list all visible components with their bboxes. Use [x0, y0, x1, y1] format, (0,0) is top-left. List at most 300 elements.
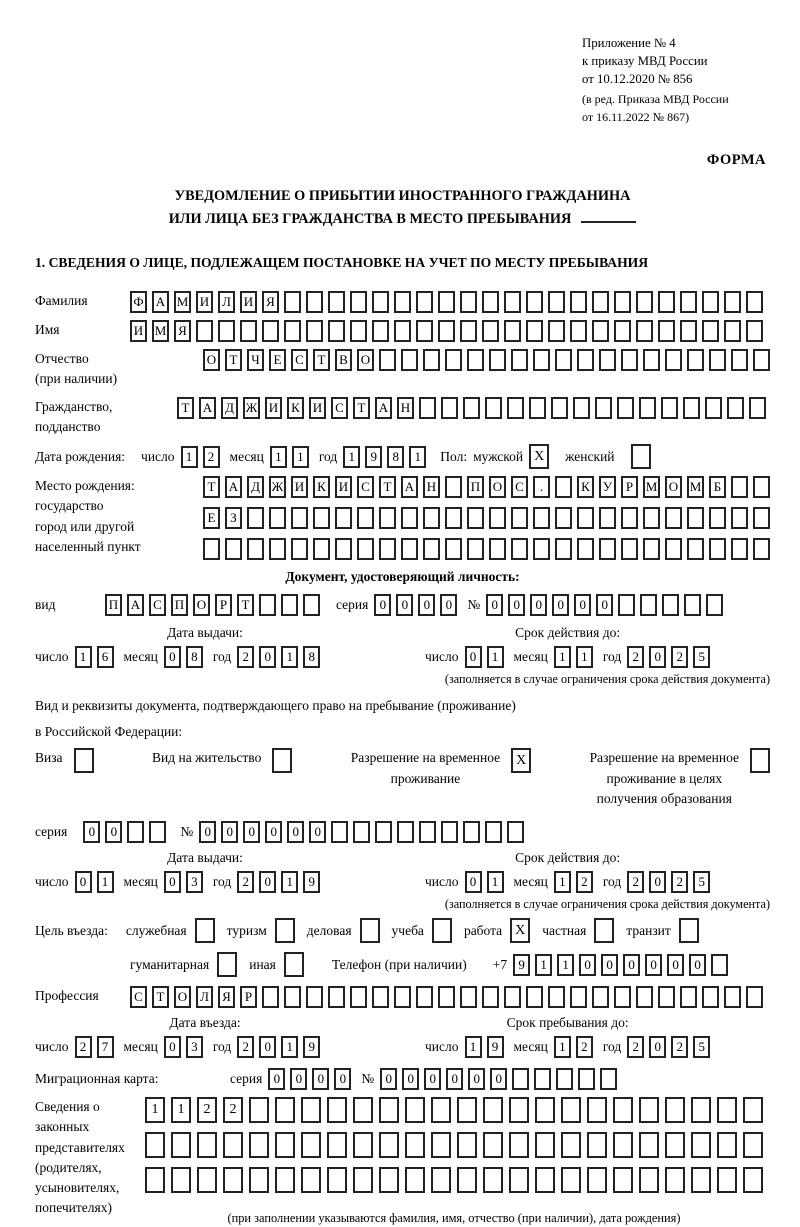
char-cell[interactable]: 5	[693, 646, 710, 668]
char-cell[interactable]	[483, 1132, 503, 1158]
char-cell[interactable]	[617, 397, 634, 419]
char-cell[interactable]: У	[599, 476, 616, 498]
char-cell[interactable]	[587, 1132, 607, 1158]
char-cell[interactable]: 2	[627, 646, 644, 668]
char-cell[interactable]	[691, 1097, 711, 1123]
char-cell[interactable]: 2	[627, 871, 644, 893]
char-cell[interactable]: Т	[379, 476, 396, 498]
char-cell[interactable]	[483, 1167, 503, 1193]
char-cell[interactable]	[561, 1097, 581, 1123]
char-cell[interactable]	[613, 1097, 633, 1123]
char-cell[interactable]	[247, 507, 264, 529]
char-cell[interactable]: О	[357, 349, 374, 371]
char-cell[interactable]: Т	[177, 397, 194, 419]
char-cell[interactable]: А	[152, 291, 169, 313]
char-cell[interactable]: 2	[223, 1097, 243, 1123]
char-cell[interactable]: 2	[671, 646, 688, 668]
char-cell[interactable]	[301, 1097, 321, 1123]
char-cell[interactable]: К	[287, 397, 304, 419]
char-cell[interactable]	[223, 1132, 243, 1158]
char-cell[interactable]	[247, 538, 264, 560]
char-cell[interactable]	[614, 320, 631, 342]
char-cell[interactable]	[570, 320, 587, 342]
char-cell[interactable]: А	[401, 476, 418, 498]
char-cell[interactable]	[535, 1132, 555, 1158]
char-cell[interactable]	[460, 986, 477, 1008]
char-cell[interactable]: Р	[240, 986, 257, 1008]
char-cell[interactable]	[350, 291, 367, 313]
char-cell[interactable]: Н	[423, 476, 440, 498]
char-cell[interactable]: Р	[215, 594, 232, 616]
char-cell[interactable]	[357, 538, 374, 560]
char-cell[interactable]	[665, 349, 682, 371]
char-cell[interactable]: Т	[353, 397, 370, 419]
char-cell[interactable]	[680, 291, 697, 313]
char-cell[interactable]: 0	[83, 821, 100, 843]
char-cell[interactable]	[592, 320, 609, 342]
char-cell[interactable]	[702, 986, 719, 1008]
char-cell[interactable]	[724, 291, 741, 313]
char-cell[interactable]	[636, 291, 653, 313]
char-cell[interactable]	[504, 291, 521, 313]
char-cell[interactable]	[353, 1097, 373, 1123]
char-cell[interactable]: 0	[75, 871, 92, 893]
char-cell[interactable]	[249, 1167, 269, 1193]
char-cell[interactable]: Л	[218, 291, 235, 313]
char-cell[interactable]	[249, 1097, 269, 1123]
char-cell[interactable]	[482, 291, 499, 313]
char-cell[interactable]: И	[335, 476, 352, 498]
char-cell[interactable]	[526, 291, 543, 313]
char-cell[interactable]	[171, 1132, 191, 1158]
char-cell[interactable]	[570, 986, 587, 1008]
char-cell[interactable]	[463, 397, 480, 419]
char-cell[interactable]	[529, 397, 546, 419]
char-cell[interactable]	[405, 1132, 425, 1158]
char-cell[interactable]	[724, 320, 741, 342]
char-cell[interactable]	[489, 538, 506, 560]
char-cell[interactable]	[551, 397, 568, 419]
char-cell[interactable]	[196, 320, 213, 342]
char-cell[interactable]	[482, 320, 499, 342]
char-cell[interactable]	[743, 1167, 763, 1193]
char-cell[interactable]	[691, 1167, 711, 1193]
char-cell[interactable]	[269, 507, 286, 529]
char-cell[interactable]	[595, 397, 612, 419]
char-cell[interactable]: 1	[535, 954, 552, 976]
char-cell[interactable]: О	[489, 476, 506, 498]
char-cell[interactable]: О	[665, 476, 682, 498]
study-checkbox[interactable]	[432, 918, 452, 943]
char-cell[interactable]: 1	[281, 646, 298, 668]
char-cell[interactable]: 2	[576, 871, 593, 893]
char-cell[interactable]: 5	[693, 871, 710, 893]
char-cell[interactable]	[662, 594, 679, 616]
char-cell[interactable]: 1	[145, 1097, 165, 1123]
char-cell[interactable]: 3	[186, 871, 203, 893]
char-cell[interactable]	[445, 538, 462, 560]
char-cell[interactable]	[335, 538, 352, 560]
char-cell[interactable]: 0	[530, 594, 547, 616]
char-cell[interactable]: 0	[601, 954, 618, 976]
char-cell[interactable]	[643, 349, 660, 371]
char-cell[interactable]	[746, 320, 763, 342]
char-cell[interactable]	[533, 538, 550, 560]
visa-checkbox[interactable]	[74, 748, 94, 773]
char-cell[interactable]	[511, 507, 528, 529]
char-cell[interactable]	[548, 986, 565, 1008]
char-cell[interactable]	[665, 1097, 685, 1123]
char-cell[interactable]	[331, 821, 348, 843]
char-cell[interactable]	[577, 349, 594, 371]
char-cell[interactable]	[621, 507, 638, 529]
char-cell[interactable]: 0	[649, 1036, 666, 1058]
char-cell[interactable]	[749, 397, 766, 419]
char-cell[interactable]: 0	[579, 954, 596, 976]
char-cell[interactable]	[431, 1167, 451, 1193]
char-cell[interactable]: 0	[649, 646, 666, 668]
char-cell[interactable]	[303, 594, 320, 616]
char-cell[interactable]	[709, 538, 726, 560]
char-cell[interactable]: С	[130, 986, 147, 1008]
char-cell[interactable]	[753, 507, 770, 529]
char-cell[interactable]: А	[199, 397, 216, 419]
char-cell[interactable]: А	[225, 476, 242, 498]
char-cell[interactable]	[746, 291, 763, 313]
char-cell[interactable]: И	[130, 320, 147, 342]
char-cell[interactable]	[511, 349, 528, 371]
char-cell[interactable]	[353, 1167, 373, 1193]
char-cell[interactable]	[394, 291, 411, 313]
char-cell[interactable]	[275, 1097, 295, 1123]
char-cell[interactable]	[467, 349, 484, 371]
char-cell[interactable]	[372, 291, 389, 313]
char-cell[interactable]	[636, 986, 653, 1008]
residence-permit-checkbox[interactable]	[272, 748, 292, 773]
char-cell[interactable]: 0	[309, 821, 326, 843]
char-cell[interactable]: Я	[174, 320, 191, 342]
char-cell[interactable]: И	[309, 397, 326, 419]
char-cell[interactable]	[281, 594, 298, 616]
char-cell[interactable]	[731, 507, 748, 529]
char-cell[interactable]	[457, 1132, 477, 1158]
char-cell[interactable]	[511, 538, 528, 560]
tourism-checkbox[interactable]	[275, 918, 295, 943]
char-cell[interactable]	[526, 320, 543, 342]
char-cell[interactable]: Я	[218, 986, 235, 1008]
char-cell[interactable]	[665, 1167, 685, 1193]
char-cell[interactable]	[533, 507, 550, 529]
char-cell[interactable]	[680, 986, 697, 1008]
char-cell[interactable]	[419, 397, 436, 419]
char-cell[interactable]: 0	[552, 594, 569, 616]
char-cell[interactable]	[405, 1097, 425, 1123]
char-cell[interactable]	[379, 349, 396, 371]
char-cell[interactable]	[535, 1167, 555, 1193]
char-cell[interactable]	[753, 538, 770, 560]
char-cell[interactable]: 1	[75, 646, 92, 668]
char-cell[interactable]: 1	[181, 446, 198, 468]
char-cell[interactable]: Ж	[243, 397, 260, 419]
char-cell[interactable]	[223, 1167, 243, 1193]
char-cell[interactable]: 0	[199, 821, 216, 843]
char-cell[interactable]: О	[174, 986, 191, 1008]
char-cell[interactable]: 0	[596, 594, 613, 616]
char-cell[interactable]: 0	[164, 646, 181, 668]
char-cell[interactable]: Н	[397, 397, 414, 419]
char-cell[interactable]	[416, 986, 433, 1008]
char-cell[interactable]	[640, 594, 657, 616]
char-cell[interactable]: 1	[409, 446, 426, 468]
char-cell[interactable]	[614, 986, 631, 1008]
char-cell[interactable]	[328, 986, 345, 1008]
char-cell[interactable]: М	[152, 320, 169, 342]
char-cell[interactable]: 0	[259, 646, 276, 668]
char-cell[interactable]: С	[149, 594, 166, 616]
char-cell[interactable]	[570, 291, 587, 313]
char-cell[interactable]	[327, 1167, 347, 1193]
char-cell[interactable]	[353, 821, 370, 843]
char-cell[interactable]	[145, 1132, 165, 1158]
char-cell[interactable]	[731, 349, 748, 371]
char-cell[interactable]	[197, 1132, 217, 1158]
char-cell[interactable]: 0	[259, 1036, 276, 1058]
char-cell[interactable]	[249, 1132, 269, 1158]
char-cell[interactable]	[613, 1132, 633, 1158]
transit-checkbox[interactable]	[679, 918, 699, 943]
char-cell[interactable]	[731, 538, 748, 560]
char-cell[interactable]	[379, 507, 396, 529]
char-cell[interactable]: 0	[164, 871, 181, 893]
char-cell[interactable]	[643, 507, 660, 529]
char-cell[interactable]	[445, 349, 462, 371]
char-cell[interactable]: 1	[554, 1036, 571, 1058]
char-cell[interactable]	[460, 291, 477, 313]
char-cell[interactable]: 2	[671, 1036, 688, 1058]
char-cell[interactable]: 0	[465, 871, 482, 893]
char-cell[interactable]	[599, 538, 616, 560]
char-cell[interactable]	[327, 1132, 347, 1158]
char-cell[interactable]: 8	[387, 446, 404, 468]
char-cell[interactable]	[504, 986, 521, 1008]
char-cell[interactable]: 0	[424, 1068, 441, 1090]
char-cell[interactable]: Д	[247, 476, 264, 498]
char-cell[interactable]: 0	[268, 1068, 285, 1090]
char-cell[interactable]	[438, 986, 455, 1008]
char-cell[interactable]	[419, 821, 436, 843]
humanitarian-checkbox[interactable]	[217, 952, 237, 977]
char-cell[interactable]	[561, 1132, 581, 1158]
char-cell[interactable]: Т	[225, 349, 242, 371]
char-cell[interactable]	[613, 1167, 633, 1193]
char-cell[interactable]	[577, 507, 594, 529]
sex-male-checkbox[interactable]: X	[529, 444, 549, 469]
char-cell[interactable]	[328, 320, 345, 342]
char-cell[interactable]: И	[240, 291, 257, 313]
char-cell[interactable]: 5	[693, 1036, 710, 1058]
char-cell[interactable]	[555, 476, 572, 498]
char-cell[interactable]	[441, 397, 458, 419]
char-cell[interactable]	[717, 1132, 737, 1158]
char-cell[interactable]: 0	[649, 871, 666, 893]
char-cell[interactable]	[639, 1132, 659, 1158]
char-cell[interactable]: Т	[152, 986, 169, 1008]
char-cell[interactable]: И	[196, 291, 213, 313]
char-cell[interactable]	[535, 1097, 555, 1123]
char-cell[interactable]	[665, 1132, 685, 1158]
char-cell[interactable]	[306, 986, 323, 1008]
char-cell[interactable]	[702, 320, 719, 342]
char-cell[interactable]	[621, 349, 638, 371]
char-cell[interactable]	[592, 986, 609, 1008]
char-cell[interactable]: С	[331, 397, 348, 419]
char-cell[interactable]: 1	[554, 871, 571, 893]
char-cell[interactable]	[431, 1132, 451, 1158]
char-cell[interactable]	[512, 1068, 529, 1090]
char-cell[interactable]	[218, 320, 235, 342]
char-cell[interactable]	[379, 1097, 399, 1123]
char-cell[interactable]	[301, 1132, 321, 1158]
char-cell[interactable]	[621, 538, 638, 560]
char-cell[interactable]: А	[127, 594, 144, 616]
char-cell[interactable]	[306, 320, 323, 342]
char-cell[interactable]: 0	[574, 594, 591, 616]
char-cell[interactable]	[431, 1097, 451, 1123]
char-cell[interactable]: 0	[446, 1068, 463, 1090]
char-cell[interactable]: 0	[486, 594, 503, 616]
char-cell[interactable]	[467, 538, 484, 560]
char-cell[interactable]	[555, 349, 572, 371]
char-cell[interactable]: 1	[281, 871, 298, 893]
char-cell[interactable]	[680, 320, 697, 342]
char-cell[interactable]: 0	[221, 821, 238, 843]
char-cell[interactable]	[587, 1097, 607, 1123]
char-cell[interactable]	[753, 476, 770, 498]
char-cell[interactable]: З	[225, 507, 242, 529]
char-cell[interactable]: 0	[440, 594, 457, 616]
sex-female-checkbox[interactable]	[631, 444, 651, 469]
char-cell[interactable]	[489, 349, 506, 371]
char-cell[interactable]	[639, 397, 656, 419]
char-cell[interactable]: 2	[75, 1036, 92, 1058]
char-cell[interactable]	[375, 821, 392, 843]
char-cell[interactable]: С	[357, 476, 374, 498]
char-cell[interactable]: 0	[287, 821, 304, 843]
char-cell[interactable]	[284, 291, 301, 313]
char-cell[interactable]: 8	[186, 646, 203, 668]
char-cell[interactable]: Т	[203, 476, 220, 498]
char-cell[interactable]: 0	[402, 1068, 419, 1090]
char-cell[interactable]	[661, 397, 678, 419]
char-cell[interactable]	[727, 397, 744, 419]
char-cell[interactable]: 9	[365, 446, 382, 468]
char-cell[interactable]: .	[533, 476, 550, 498]
char-cell[interactable]: С	[511, 476, 528, 498]
char-cell[interactable]: 0	[164, 1036, 181, 1058]
char-cell[interactable]	[291, 538, 308, 560]
char-cell[interactable]: 1	[171, 1097, 191, 1123]
char-cell[interactable]	[489, 507, 506, 529]
char-cell[interactable]	[357, 507, 374, 529]
char-cell[interactable]: 0	[243, 821, 260, 843]
char-cell[interactable]	[423, 538, 440, 560]
char-cell[interactable]	[394, 320, 411, 342]
char-cell[interactable]	[284, 320, 301, 342]
char-cell[interactable]	[702, 291, 719, 313]
char-cell[interactable]	[145, 1167, 165, 1193]
char-cell[interactable]	[587, 1167, 607, 1193]
char-cell[interactable]	[555, 507, 572, 529]
char-cell[interactable]	[405, 1167, 425, 1193]
char-cell[interactable]: 0	[374, 594, 391, 616]
char-cell[interactable]	[555, 538, 572, 560]
char-cell[interactable]	[353, 1132, 373, 1158]
char-cell[interactable]: Ч	[247, 349, 264, 371]
char-cell[interactable]: 1	[557, 954, 574, 976]
char-cell[interactable]: П	[105, 594, 122, 616]
private-checkbox[interactable]	[594, 918, 614, 943]
char-cell[interactable]: 2	[237, 871, 254, 893]
char-cell[interactable]	[485, 821, 502, 843]
char-cell[interactable]	[445, 507, 462, 529]
char-cell[interactable]: 9	[487, 1036, 504, 1058]
char-cell[interactable]: В	[335, 349, 352, 371]
char-cell[interactable]	[372, 986, 389, 1008]
char-cell[interactable]: Л	[196, 986, 213, 1008]
char-cell[interactable]: 2	[237, 1036, 254, 1058]
char-cell[interactable]	[509, 1097, 529, 1123]
char-cell[interactable]	[706, 594, 723, 616]
char-cell[interactable]	[225, 538, 242, 560]
char-cell[interactable]	[301, 1167, 321, 1193]
char-cell[interactable]	[639, 1097, 659, 1123]
char-cell[interactable]: 0	[465, 646, 482, 668]
char-cell[interactable]	[717, 1097, 737, 1123]
char-cell[interactable]	[401, 538, 418, 560]
char-cell[interactable]: Т	[313, 349, 330, 371]
char-cell[interactable]	[711, 954, 728, 976]
char-cell[interactable]: 0	[396, 594, 413, 616]
char-cell[interactable]	[618, 594, 635, 616]
char-cell[interactable]	[614, 291, 631, 313]
temporary-residence-permit-checkbox[interactable]: X	[511, 748, 531, 773]
char-cell[interactable]: 0	[623, 954, 640, 976]
char-cell[interactable]: 0	[290, 1068, 307, 1090]
char-cell[interactable]: 1	[487, 871, 504, 893]
char-cell[interactable]: 0	[312, 1068, 329, 1090]
char-cell[interactable]	[149, 821, 166, 843]
char-cell[interactable]	[507, 397, 524, 419]
char-cell[interactable]	[171, 1167, 191, 1193]
char-cell[interactable]: 1	[465, 1036, 482, 1058]
char-cell[interactable]	[372, 320, 389, 342]
char-cell[interactable]: Т	[237, 594, 254, 616]
char-cell[interactable]: 0	[380, 1068, 397, 1090]
char-cell[interactable]	[460, 320, 477, 342]
char-cell[interactable]	[743, 1097, 763, 1123]
char-cell[interactable]: 0	[667, 954, 684, 976]
char-cell[interactable]	[639, 1167, 659, 1193]
char-cell[interactable]	[457, 1167, 477, 1193]
char-cell[interactable]	[269, 538, 286, 560]
char-cell[interactable]: М	[643, 476, 660, 498]
business-checkbox[interactable]	[360, 918, 380, 943]
char-cell[interactable]	[573, 397, 590, 419]
char-cell[interactable]	[684, 594, 701, 616]
char-cell[interactable]: 0	[418, 594, 435, 616]
char-cell[interactable]	[665, 538, 682, 560]
char-cell[interactable]: Д	[221, 397, 238, 419]
